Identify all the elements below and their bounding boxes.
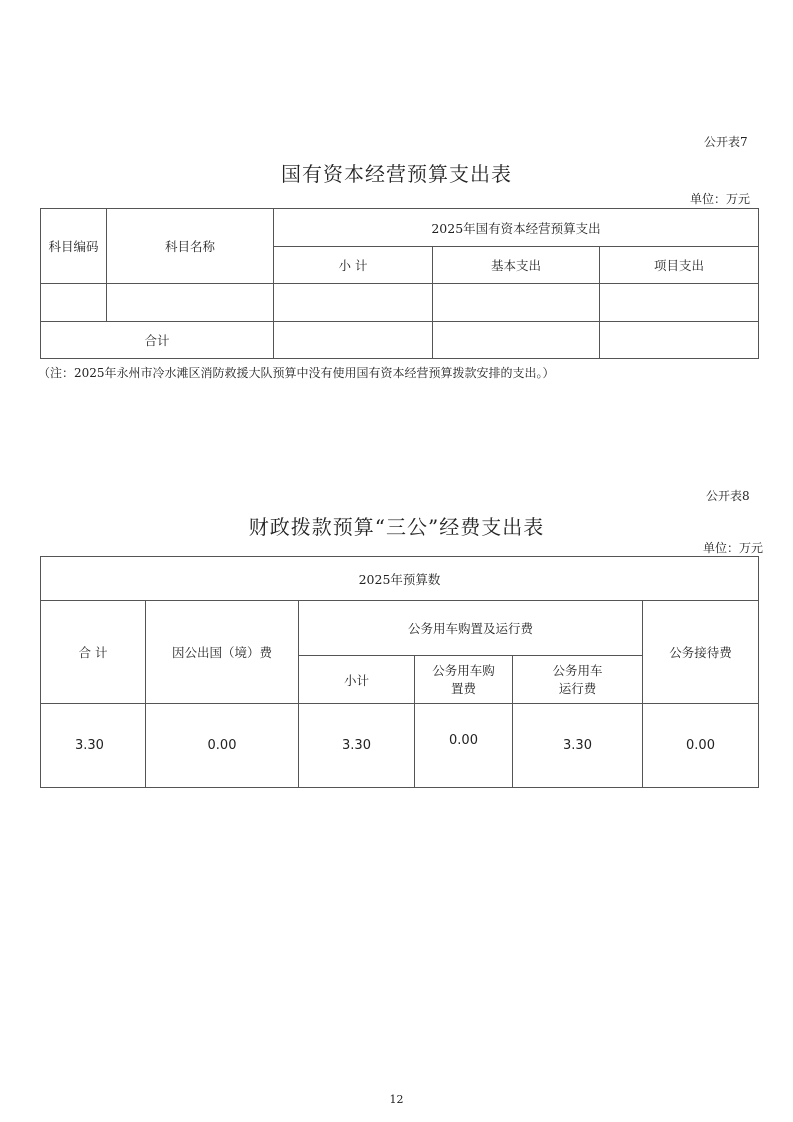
table7-unit: 单位：万元 (690, 192, 751, 206)
header-code: 科目编码 (41, 209, 107, 284)
table8-tag: 公开表8 (706, 489, 750, 503)
empty-cell (433, 284, 600, 322)
value-total: 3.30 (41, 704, 146, 788)
table7-note: （注：2025年永州市冷水滩区消防救援大队预算中没有使用国有资本经营预算拨款安排的支出。） (38, 366, 555, 380)
table8-unit: 单位：万元 (703, 541, 764, 555)
empty-cell (433, 322, 600, 359)
value-abroad: 0.00 (146, 704, 299, 788)
empty-cell (274, 322, 433, 359)
total-label: 合计 (41, 322, 274, 359)
header-total: 合 计 (41, 601, 146, 704)
empty-cell (274, 284, 433, 322)
value-vehicle-purchase: 0.00 (415, 704, 513, 788)
empty-cell (600, 322, 759, 359)
header-group: 2025年国有资本经营预算支出 (274, 209, 759, 247)
table7-tag: 公开表7 (704, 135, 748, 149)
value-vehicle-operation: 3.30 (513, 704, 643, 788)
header-name: 科目名称 (107, 209, 274, 284)
header-project: 项目支出 (600, 247, 759, 284)
table7 (40, 208, 759, 359)
header-abroad: 因公出国（境）费 (146, 601, 299, 704)
header-vehicle-subtotal: 小计 (299, 656, 415, 704)
empty-cell (600, 284, 759, 322)
header-vehicle-purchase: 公务用车购置费 (415, 656, 513, 704)
empty-cell (41, 284, 107, 322)
value-reception: 0.00 (643, 704, 759, 788)
table7-title: 国有资本经营预算支出表 (281, 162, 512, 186)
empty-cell (107, 284, 274, 322)
header-vehicle-operation: 公务用车运行费 (513, 656, 643, 704)
table8-title: 财政拨款预算“三公”经费支出表 (248, 515, 545, 539)
header-subtotal: 小 计 (274, 247, 433, 284)
header-reception: 公务接待费 (643, 601, 759, 704)
page-number: 12 (389, 1093, 404, 1106)
header-vehicle-group: 公务用车购置及运行费 (299, 601, 643, 656)
header-basic: 基本支出 (433, 247, 600, 284)
table8 (40, 556, 759, 788)
header-group: 2025年预算数 (41, 557, 759, 601)
value-vehicle-subtotal: 3.30 (299, 704, 415, 788)
